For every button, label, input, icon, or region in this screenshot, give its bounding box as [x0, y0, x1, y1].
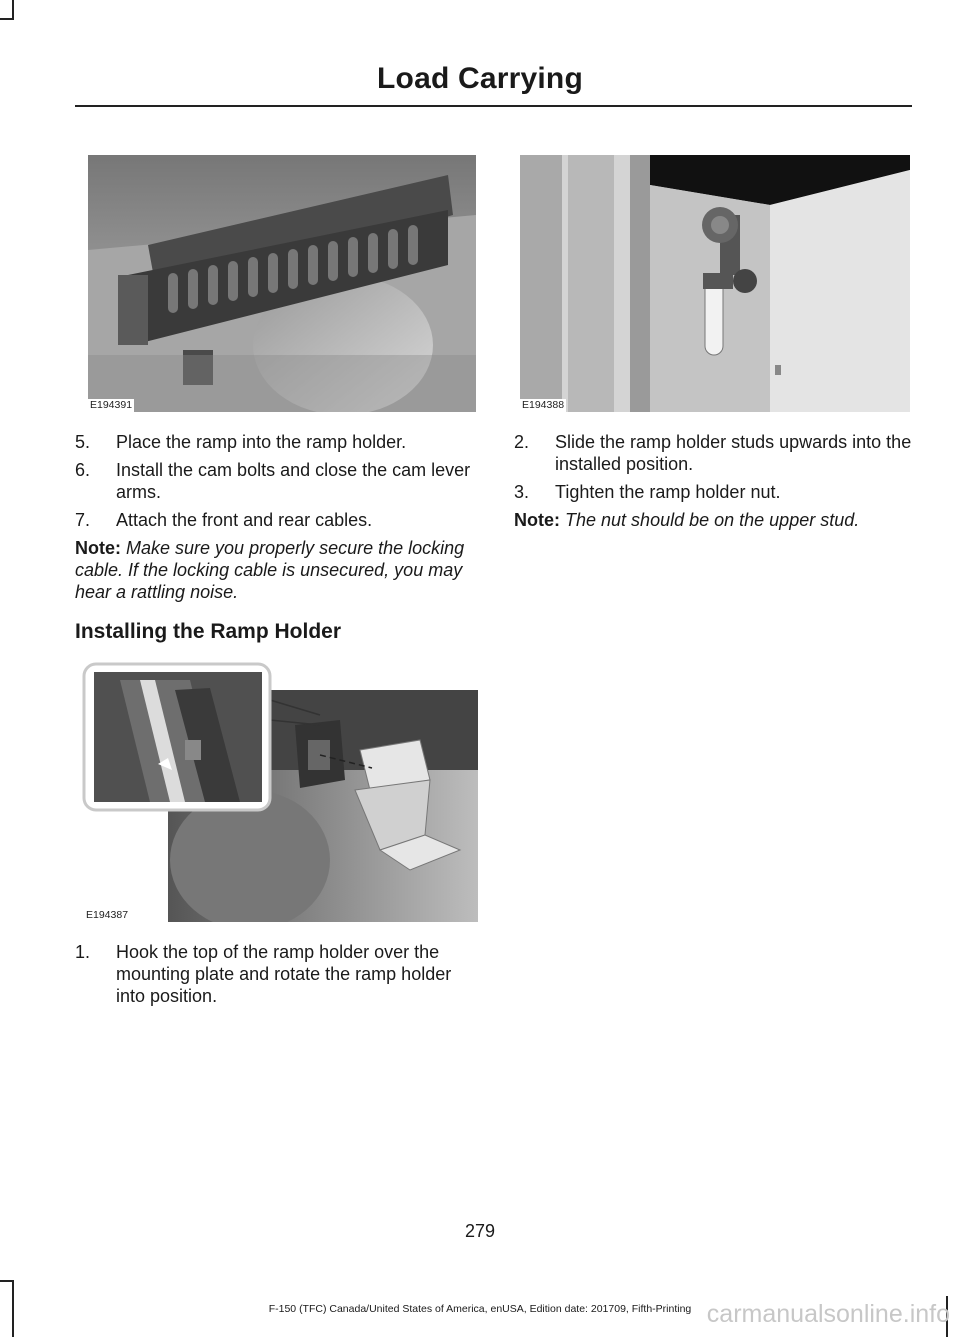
note-text: The nut should be on the upper stud.: [565, 510, 860, 530]
step-1: [75, 941, 477, 1007]
step-text: Install the cam bolts and close the cam lever arms.: [116, 460, 471, 502]
note-label: Note:: [514, 510, 560, 530]
right-column: [514, 431, 912, 549]
note-locking-cable: [75, 537, 477, 603]
page-title: Load Carrying: [377, 62, 583, 95]
step-text: Attach the front and rear cables.: [116, 510, 373, 530]
left-column-bottom: [75, 941, 477, 1013]
step-number: 1.: [75, 942, 91, 962]
figure-id: E194388: [522, 399, 565, 411]
note-nut: [514, 509, 912, 531]
note-text: Make sure you properly secure the locking cable. If the locking cable is unsecured, you may hear a rattling noise.: [75, 538, 465, 602]
step-5: [75, 431, 477, 453]
watermark: carmanualsonline.info: [706, 1300, 950, 1328]
step-3: [514, 481, 912, 503]
left-column-top: [75, 431, 477, 643]
step-number: 7.: [75, 510, 91, 530]
step-2: [514, 431, 912, 475]
page-number: 279: [464, 1221, 496, 1241]
step-text: Hook the top of the ramp holder over the mounting plate and rotate the ramp holder into position.: [116, 942, 452, 1006]
note-label: Note:: [75, 538, 121, 558]
step-text: Tighten the ramp holder nut.: [555, 482, 781, 502]
step-number: 3.: [514, 482, 530, 502]
crop-mark: [12, 0, 14, 20]
header-rule: [75, 105, 912, 107]
step-text: Place the ramp into the ramp holder.: [116, 432, 407, 452]
crop-mark: [0, 1280, 14, 1282]
figure-id: E194391: [90, 399, 133, 411]
figure-install-ramp-holder: [80, 660, 478, 922]
step-text: Slide the ramp holder studs upwards into the installed position.: [555, 432, 912, 474]
crop-mark: [0, 18, 14, 20]
step-6: [75, 459, 477, 503]
step-number: 6.: [75, 460, 91, 480]
step-number: 5.: [75, 432, 91, 452]
edition-footer: F-150 (TFC) Canada/United States of America, enUSA, Edition date: 201709, Fifth-Printing: [268, 1303, 692, 1315]
figure-ramp-in-holder: [88, 155, 476, 412]
section-heading: Installing the Ramp Holder: [75, 620, 342, 643]
step-7: [75, 509, 477, 531]
figure-ramp-holder-studs: [520, 155, 910, 412]
step-number: 2.: [514, 432, 530, 452]
figure-id: E194387: [86, 909, 129, 921]
